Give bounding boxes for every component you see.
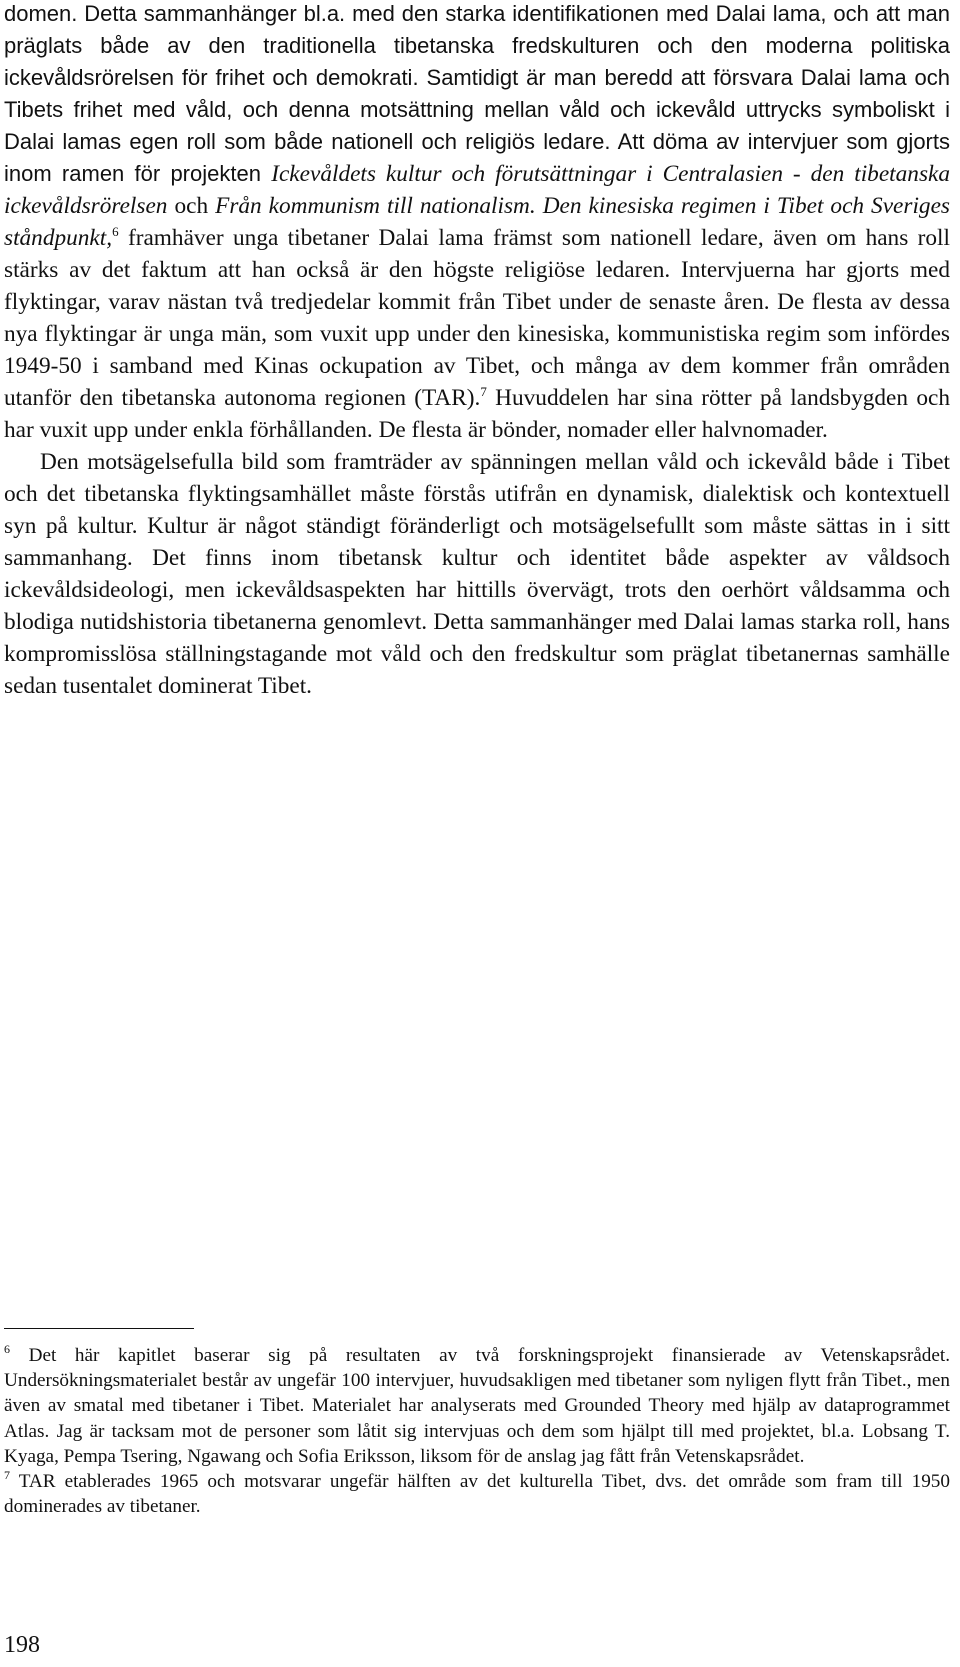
project-title-2: Från kommunism till nationalism. Den kinesiska regimen i Tibet och Sveriges ståndpunkt, xyxy=(4,193,950,251)
footnote-ref-6[interactable]: 6 xyxy=(112,224,119,239)
footnotes xyxy=(4,1343,950,1519)
footnote-6 xyxy=(4,1343,950,1469)
paragraph-2: Den motsägelsefulla bild som framträder av spänningen mellan våld och ickevåld både i Tibet och det tibetanska flyktingsamhället måste förstås utifrån en dynamisk, dialektisk och kontextuell syn på kultur. Kultur är något ständigt föränderligt och motsägelsefullt som måste sättas in i sitt sammanhang. Det finns inom tibetansk kultur och identitet både aspekter av våldsoch ickevåldsideologi, men ickevåldsaspekten har hittills övervägt, trots den oerhört våldsamma och blodiga nutidshistoria tibetanerna genomlevt. Detta sammanhänger med Dalai lamas starka roll, hans kompromisslösa ställningstagande mot våld och den fredskultur som präglat tibetanernas samhälle sedan tusentalet dominerat Tibet. xyxy=(4,449,950,699)
footnote-ref-7[interactable]: 7 xyxy=(480,384,487,399)
body-text xyxy=(4,0,950,702)
footnote-7 xyxy=(4,1469,950,1519)
footnote-text: TAR etablerades 1965 och motsvarar ungefär hälften av det kulturella Tibet, dvs. det område som fram till 1950 dominerades av tibetaner. xyxy=(4,1471,950,1518)
footnote-number: 6 xyxy=(4,1342,10,1356)
project-title-1: Ickevåldets kultur och förutsättningar i Centralasien - den tibetanska ickevåldsrörelsen xyxy=(4,161,950,219)
footnote-separator xyxy=(4,1328,194,1329)
paragraph-1 xyxy=(4,0,950,446)
page-number: 198 xyxy=(4,1632,40,1658)
paragraph-1-sans-segment: domen. Detta sammanhänger bl.a. med den starka identifikationen med Dalai lama, och att man präglats både av den traditionella tibetanska fredskulturen och den moderna politiska ickevåldsrörelsen för frihet och demokrati. Samtidigt är man beredd att försvara Dalai lama och Tibets frihet med våld, och denna motsättning mellan våld och ickevåld uttrycks symboliskt i Dalai lamas egen roll som både nationell och religiös ledare. Att döma av intervjuer som gjorts inom ramen för projekten xyxy=(4,1,950,186)
footnote-number: 7 xyxy=(4,1468,10,1483)
paragraph-1-serif-segment-b: Huvuddelen har sina rötter på landsbygden och har vuxit upp under enkla förhållanden. De flesta är bönder, nomader eller halvnomader. xyxy=(4,385,950,443)
conjunction: och xyxy=(167,193,216,219)
paragraph-1-serif-segment-a: framhäver unga tibetaner Dalai lama främst som nationell ledare, även om hans roll stärks av det faktum att han också är den högste religiöse ledaren. Intervjuerna har gjorts med flyktingar, varav nästan två tredjedelar kommit från Tibet under de senaste åren. De flesta av dessa nya flyktingar är unga män, som vuxit upp under den kinesiska, kommunistiska regim som infördes 1949-50 i samband med Kinas ockupation av Tibet, och många av dem kommer från områden utanför den tibetanska autonoma regionen (TAR). xyxy=(4,225,950,411)
footnote-text: Det här kapitlet baserar sig på resultaten av två forskningsprojekt finansierade av Vetenskapsrådet. Undersökningsmaterialet består av ungefär 100 intervjuer, huvudsakligen med tibetaner som nyligen flytt från Tibet., men även av smatal med tibetaner i Tibet. Materialet har analyserats med Grounded Theory med hjälp av dataprogrammet Atlas. Jag är tacksam mot de personer som låtit sig intervjuas och dem som hjälpt till med projektet, bl.a. Lobsang T. Kyaga, Pempa Tsering, Ngawang och Sofia Eriksson, liksom för de anslag jag fått från Vetenskapsrådet. xyxy=(4,1345,950,1467)
